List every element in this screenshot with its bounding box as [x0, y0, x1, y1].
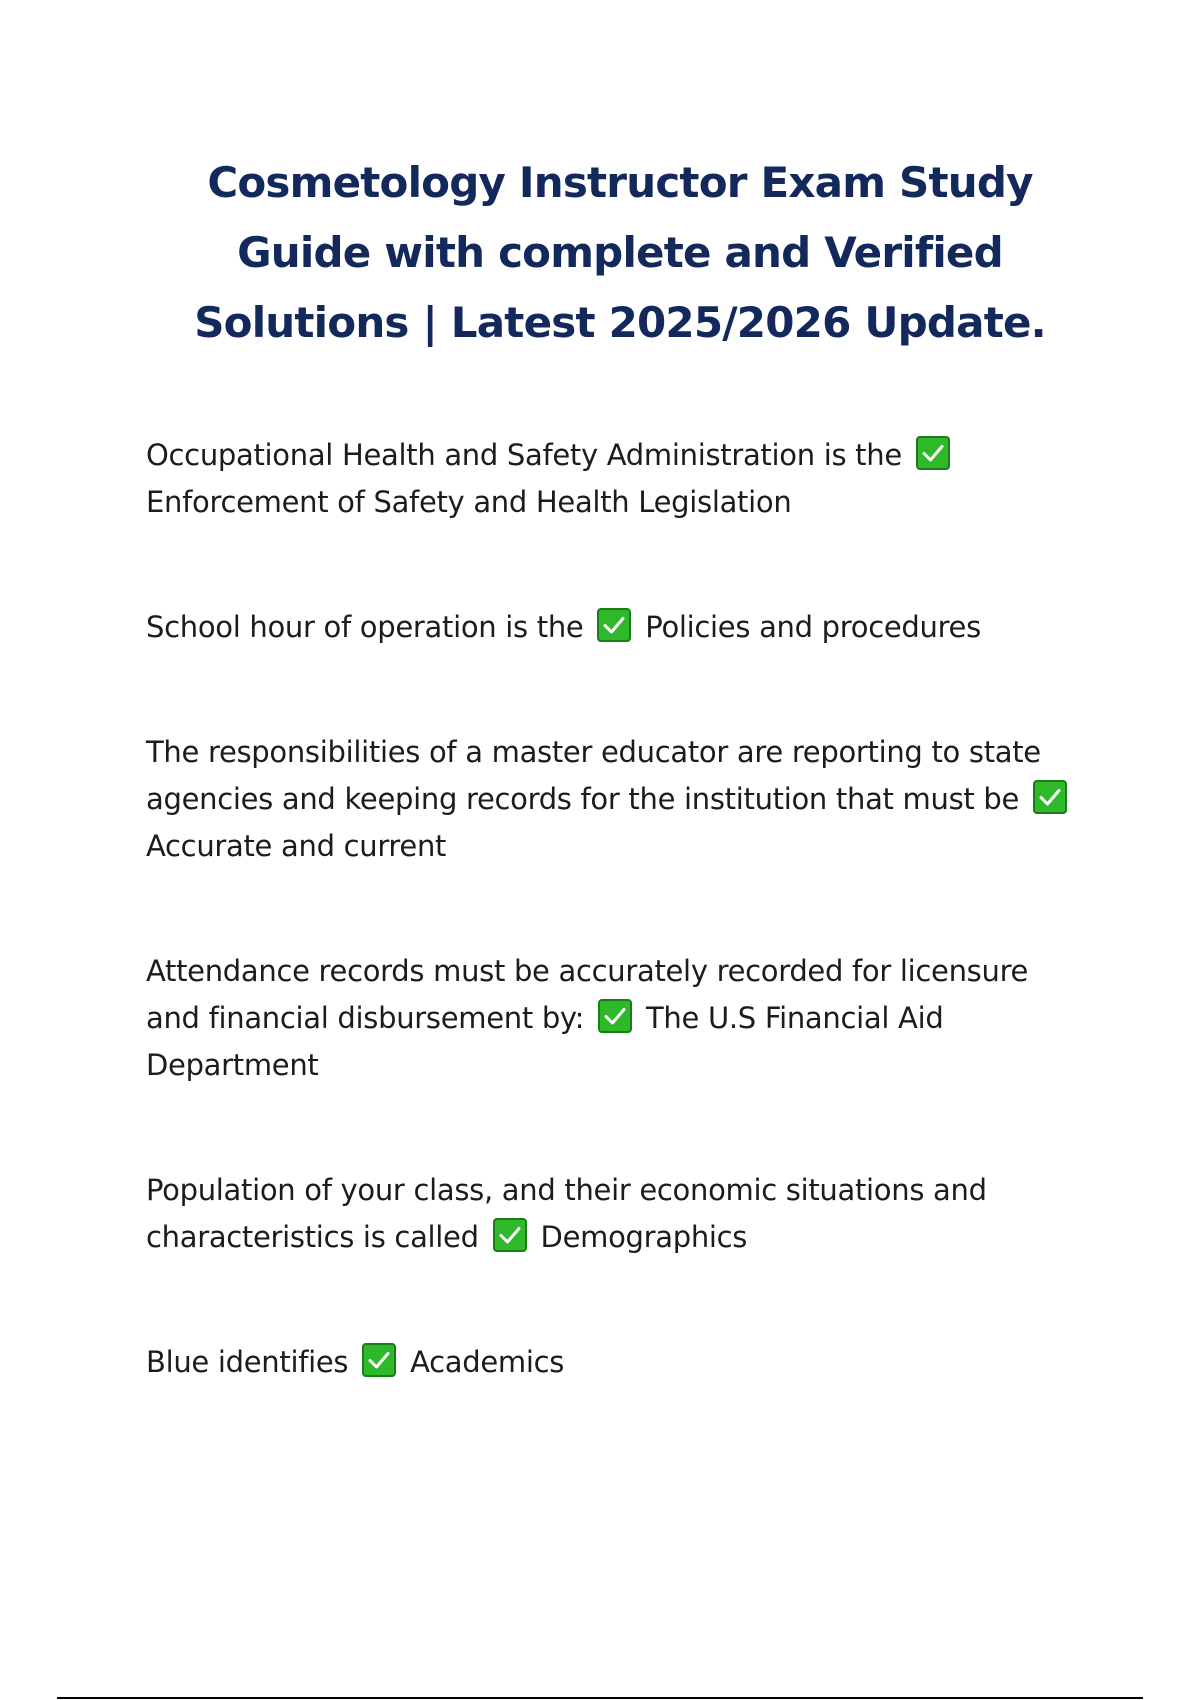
check-box-shape [494, 1219, 526, 1251]
qa-list [146, 432, 1086, 1386]
check-box-shape [917, 437, 949, 469]
qa-item [146, 1167, 1086, 1261]
check-mark-icon-graphic [915, 435, 951, 471]
answer-text: Policies and procedures [645, 610, 981, 644]
check-mark-icon-graphic [1032, 779, 1068, 815]
qa-item [146, 604, 1086, 651]
check-mark-icon [361, 1342, 397, 1378]
check-box-shape [1034, 781, 1066, 813]
check-mark-icon-graphic [492, 1217, 528, 1253]
question-text: The responsibilities of a master educator are reporting to state agencies and keeping records for the institution that must be [146, 735, 1041, 816]
check-mark-icon [597, 998, 633, 1034]
check-box-shape [598, 609, 630, 641]
check-mark-icon [596, 607, 632, 643]
document-title: Cosmetology Instructor Exam Study Guide with complete and Verified Solutions | Latest 2025/2026 Update. [194, 158, 1046, 347]
question-text: School hour of operation is the [146, 610, 584, 644]
question-text: Attendance records must be accurately recorded for licensure and financial disbursement by: [146, 954, 1029, 1035]
check-mark-icon-graphic [596, 607, 632, 643]
check-box-shape [363, 1344, 395, 1376]
qa-item [146, 1339, 1086, 1386]
qa-item [146, 432, 1086, 526]
check-mark-icon [915, 435, 951, 471]
check-box-shape [599, 1000, 631, 1032]
answer-text: Academics [410, 1345, 565, 1379]
answer-text: The U.S Financial Aid Department [146, 1001, 944, 1082]
question-text: Population of your class, and their economic situations and characteristics is called [146, 1173, 987, 1254]
check-mark-icon [1032, 779, 1068, 815]
qa-item [146, 948, 1086, 1089]
question-text: Blue identifies [146, 1345, 349, 1379]
check-mark-icon-graphic [597, 998, 633, 1034]
footer-rule [57, 1697, 1143, 1699]
answer-text: Accurate and current [146, 829, 447, 863]
answer-text: Demographics [540, 1220, 748, 1254]
qa-item [146, 729, 1086, 870]
question-text: Occupational Health and Safety Administration is the [146, 438, 902, 472]
check-mark-icon-graphic [361, 1342, 397, 1378]
check-mark-icon [492, 1217, 528, 1253]
answer-text: Enforcement of Safety and Health Legislation [146, 485, 792, 519]
